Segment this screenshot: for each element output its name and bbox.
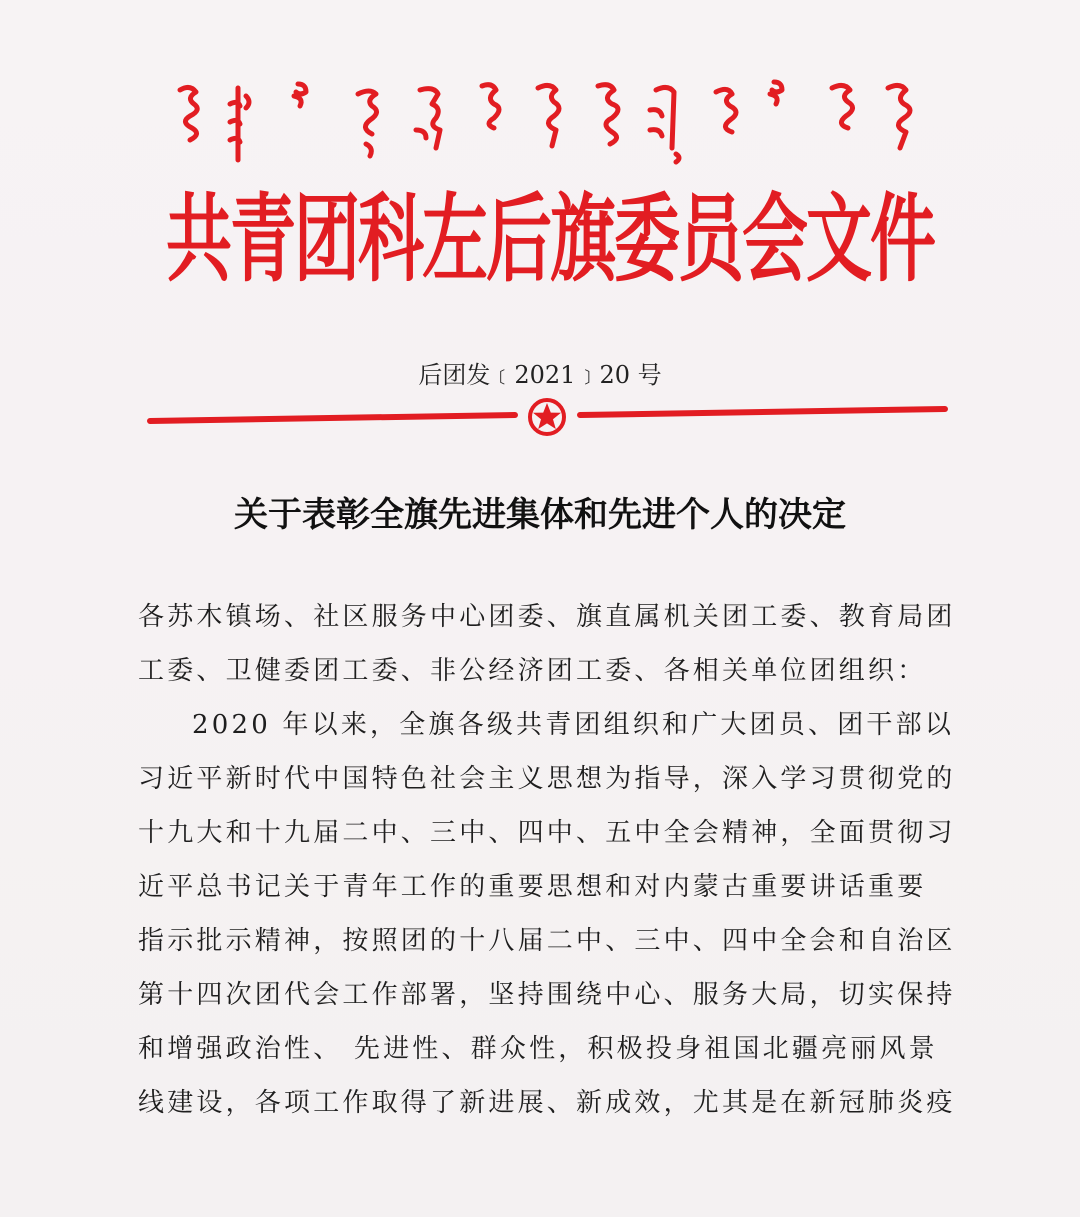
body-line: 习近平新时代中国特色社会主义思想为指导，深入学习贯彻党的 [138,764,956,794]
body-line: 十九大和十九届二中、三中、四中、五中全会精神，全面贯彻习 [138,818,956,848]
body-line: 第十四次团代会工作部署，坚持围绕中心、服务大局，切实保持 [138,980,956,1010]
issuer-title: 共青团科左后旗委员会文件 [166,183,934,296]
body-line: 2020 年以来，全旗各级共青团组织和广大团员、团干部以 [192,710,955,740]
body-line: 工委、卫健委团工委、非公经济团工委、各相关单位团组织： [138,656,927,686]
body-line: 近平总书记关于青年工作的重要思想和对内蒙古重要讲话重要 [138,872,927,902]
red-star-emblem-icon [530,400,564,434]
body-line: 和增强政治性、 先进性、群众性，积极投身祖国北疆亮丽风景 [138,1034,938,1064]
decision-title: 关于表彰全旗先进集体和先进个人的决定 [234,495,846,535]
document-number: 后团发﹝2021﹞20 号 [418,361,662,389]
red-divider [145,395,950,445]
body-line: 指示批示精神，按照团的十八届二中、三中、四中全会和自治区 [138,926,956,956]
body-line: 各苏木镇场、社区服务中心团委、旗直属机关团工委、教育局团 [138,602,956,632]
body-line: 线建设，各项工作取得了新进展、新成效，尤其是在新冠肺炎疫 [138,1088,956,1118]
document-body [138,590,956,1130]
